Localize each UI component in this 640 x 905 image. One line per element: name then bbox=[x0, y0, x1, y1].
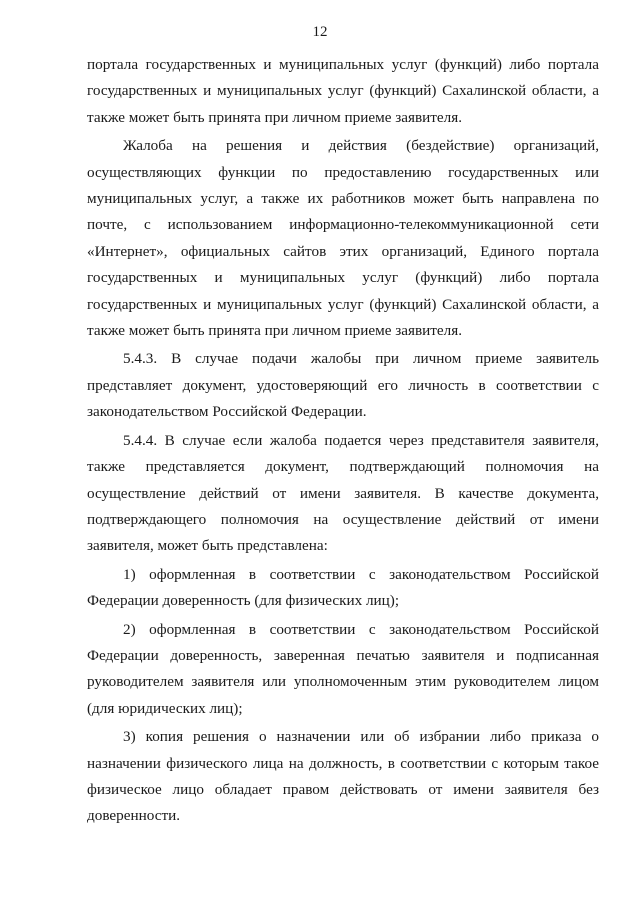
list-item-2: 2) оформленная в соответствии с законодательством Российской Федерации доверенность, заверенная печатью заявителя и подписанная руководителем заявителя или уполномоченным этим руководителем лицом (для юридических лиц); bbox=[87, 620, 599, 717]
document-body bbox=[87, 52, 599, 830]
paragraph-5-4-4: 5.4.4. В случае если жалоба подается через представителя заявителя, также представляется документ, подтверждающий полномочия на осуществление действий от имени заявителя. В качестве документа, подтверждающего полномочия на осуществление действий от имени заявителя, может быть представлена: bbox=[87, 431, 599, 555]
paragraph-5-4-3: 5.4.3. В случае подачи жалобы при личном приеме заявитель представляет документ, удостоверяющий его личность в соответствии с законодательством Российской Федерации. bbox=[87, 350, 599, 421]
paragraph-complaint-organizations: Жалоба на решения и действия (бездействие) организаций, осуществляющих функции по предоставлению государственных или муниципальных услуг, а также их работников может быть направлена по почте, с использованием информационно-телекоммуникационной сети «Интернет», официальных сайтов этих организаций, Единого портала государственных и муниципальных услуг (функций) либо портала государственных и муниципальных услуг (функций) Сахалинской области, а также может быть принята при личном приеме заявителя. bbox=[87, 137, 599, 340]
paragraph-continuation: портала государственных и муниципальных услуг (функций) либо портала государственных и муниципальных услуг (функций) Сахалинской области, а также может быть принята при личном приеме заявителя. bbox=[87, 56, 599, 126]
list-item-3: 3) копия решения о назначении или об избрании либо приказа о назначении физического лица на должность, в соответствии с которым такое физическое лицо обладает правом действовать от имени заявителя без доверенности. bbox=[87, 728, 599, 825]
list-item-1: 1) оформленная в соответствии с законодательством Российской Федерации доверенность (для физических лиц); bbox=[87, 565, 599, 610]
page-number: 12 bbox=[312, 24, 328, 40]
